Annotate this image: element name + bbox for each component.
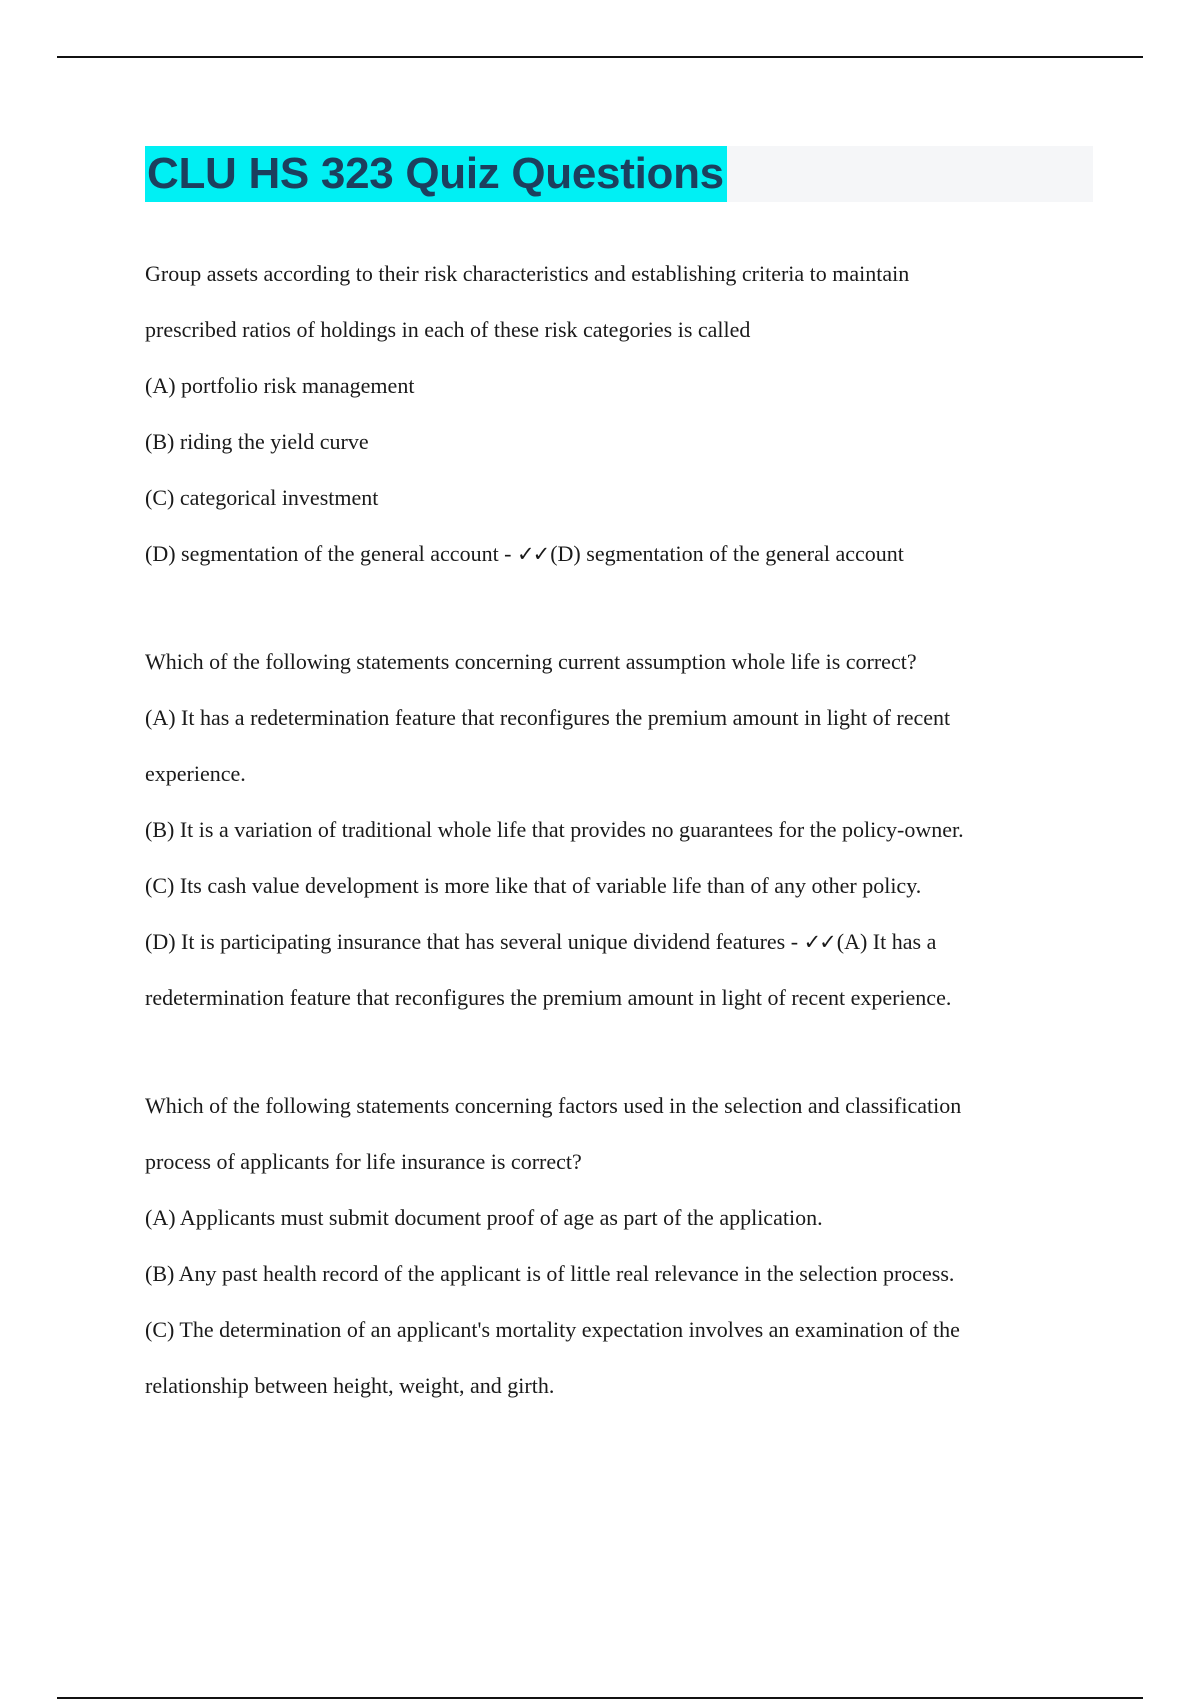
question-stem: [145, 246, 1075, 358]
question-stem-line: prescribed ratios of holdings in each of these risk categories is called: [145, 317, 751, 342]
answer-text-continued: redetermination feature that reconfigures the premium amount in light of recent experience.: [145, 985, 952, 1010]
option-b: (B) It is a variation of traditional whole life that provides no guarantees for the policy-owner.: [145, 817, 964, 842]
option-a: (A) It has a redetermination feature that reconfigures the premium amount in light of recent experience.: [145, 705, 951, 786]
option-d-text: (D) It is participating insurance that has several unique dividend features -: [145, 929, 799, 954]
question-1: [145, 246, 1075, 582]
answer-text: (D) segmentation of the general account: [550, 541, 904, 566]
question-stem: [145, 1078, 1075, 1190]
header-rule: [57, 56, 1143, 58]
document-title: CLU HS 323 Quiz Questions: [145, 146, 727, 202]
option-a: (A) Applicants must submit document proof of age as part of the application.: [145, 1205, 823, 1230]
question-stem-line: Group assets according to their risk characteristics and establishing criteria to maintain: [145, 261, 910, 286]
question-stem-line: Which of the following statements concerning factors used in the selection and classification: [145, 1093, 962, 1118]
option-c: (C) The determination of an applicant's mortality expectation involves an examination of the relationship between height, weight, and girth.: [145, 1317, 960, 1398]
answer-text: (A) It has a: [836, 929, 937, 954]
question-stem: [145, 634, 1075, 690]
question-stem-line: process of applicants for life insurance is correct?: [145, 1149, 582, 1174]
option-b: (B) Any past health record of the applicant is of little real relevance in the selection process.: [145, 1261, 955, 1286]
answer-check-icon: ✓✓: [517, 542, 549, 566]
footer-rule: [57, 1697, 1143, 1699]
option-d-text: (D) segmentation of the general account -: [145, 541, 512, 566]
option-c: (C) categorical investment: [145, 485, 379, 510]
option-d-with-answer: [145, 526, 1075, 582]
answer-check-icon: ✓✓: [803, 930, 835, 954]
option-c: (C) Its cash value development is more like that of variable life than of any other policy.: [145, 873, 922, 898]
question-2: [145, 634, 1075, 1026]
option-d-with-answer: [145, 914, 1075, 1026]
document-body: [145, 246, 1075, 1414]
question-3: [145, 1078, 1075, 1414]
question-stem-line: Which of the following statements concerning current assumption whole life is correct?: [145, 649, 917, 674]
option-a: (A) portfolio risk management: [145, 373, 415, 398]
option-b: (B) riding the yield curve: [145, 429, 369, 454]
